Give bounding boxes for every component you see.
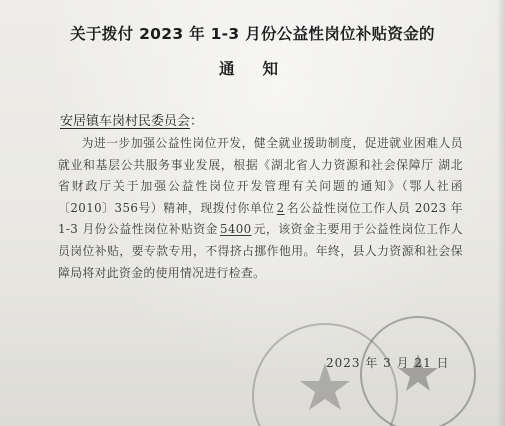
seal-right-graphic [362, 318, 474, 426]
recipient-name: 安居镇车岗村民委员会 [60, 114, 191, 129]
body-part3: 元，该资金主要用于公益性岗位工作人员岗位补贴，要专款专用，不得挤占挪作他用。年终，县人力资源和社会保障局将对此资金的使用情况进行检查。 [58, 222, 463, 280]
body-part1: 为进一步加强公益性岗位开发，健全就业援助制度，促进就业困难人员就业和基层公共服务事业发展，根据《湖北省人力资源和社会保障厅 湖北省财政厅关于加强公益性岗位开发管理有关问题的通知》（鄂人社函〔2010〕356号）精神，现拨付你单位 [58, 136, 463, 215]
subsidy-amount: 5400 [219, 222, 252, 237]
body-paragraph [58, 133, 463, 284]
document-title-notice: 通知 [218, 60, 306, 78]
issue-date: 2023 年 3 月 21 日 [326, 356, 450, 370]
document-title: 关于拨付 2023 年 1-3 月份公益性岗位补贴资金的 [70, 25, 435, 43]
body-part2: 名公益性岗位工作人员 2023 年 1-3 月份公益性岗位补贴资金 [58, 200, 464, 237]
page-edge-shadow [497, 0, 505, 426]
hr-bureau-seal [360, 316, 476, 426]
staff-count: 2 [276, 200, 285, 215]
recipient-colon: ： [190, 114, 204, 129]
recipient-line [60, 110, 203, 129]
